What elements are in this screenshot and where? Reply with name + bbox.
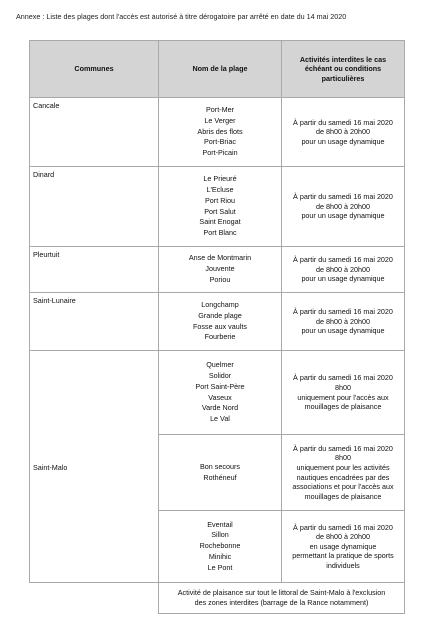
activite-line: de 8h00 à 20h00	[316, 316, 370, 326]
activites-cell	[282, 435, 405, 511]
activite-line: À partir du samedi 16 mai 2020	[293, 192, 393, 202]
commune-cell: Pleurtuit	[30, 247, 159, 293]
activite-line: 8h00	[335, 453, 351, 463]
activite-line: À partir du samedi 16 mai 2020	[293, 255, 393, 265]
activite-line: À partir du samedi 16 mai 2020	[293, 117, 393, 127]
plage-name: Fosse aux vaults	[193, 321, 247, 331]
activite-line: À partir du samedi 16 mai 2020	[293, 373, 393, 383]
activite-line: en usage dynamique	[309, 541, 377, 551]
plage-name: Port-Picain	[202, 148, 238, 158]
header-communes: Communes	[30, 41, 159, 98]
activite-line: pour un usage dynamique	[301, 274, 385, 284]
table-row	[30, 293, 405, 351]
activite-line: permettant la pratique de sports	[292, 551, 394, 561]
activite-line: uniquement pour l'accès aux	[297, 392, 389, 402]
footer-note-line: des zones interdites (barrage de la Rance notamment)	[194, 598, 369, 607]
activite-line: 8h00	[335, 382, 351, 392]
activite-line: de 8h00 à 20h00	[316, 127, 370, 137]
header-activites-line: particulières	[321, 73, 365, 83]
activite-line: de 8h00 à 20h00	[316, 264, 370, 274]
activite-line: À partir du samedi 16 mai 2020	[293, 307, 393, 317]
plages-cell	[159, 247, 282, 293]
plage-name: Rothéneuf	[203, 472, 237, 482]
plage-name: Port-Mer	[206, 105, 234, 115]
table-row	[30, 98, 405, 167]
activite-line: pour un usage dynamique	[301, 136, 385, 146]
plage-name: Port-Briac	[204, 137, 236, 147]
activite-line: de 8h00 à 20h00	[316, 532, 370, 542]
plage-name: Rochebonne	[199, 541, 241, 551]
plages-cell	[159, 351, 282, 435]
plage-name: Le Verger	[204, 115, 236, 125]
activite-line: pour un usage dynamique	[301, 211, 385, 221]
beaches-table	[29, 40, 405, 614]
activite-line: À partir du samedi 16 mai 2020	[293, 522, 393, 532]
plage-name: Varde Nord	[201, 403, 239, 413]
plage-name: Quelmer	[206, 360, 234, 370]
plage-name: Le Prieuré	[203, 174, 237, 184]
plage-name: Le Val	[210, 413, 230, 423]
activites-cell	[282, 247, 405, 293]
activite-line: mouillages de plaisance	[304, 491, 382, 501]
footer-note-cell	[159, 583, 405, 614]
plage-name: Minihic	[208, 551, 232, 561]
table-row	[30, 351, 405, 435]
activites-cell	[282, 351, 405, 435]
plage-name: Sillon	[211, 530, 229, 540]
activite-line: À partir du samedi 16 mai 2020	[293, 443, 393, 453]
table-row	[30, 167, 405, 247]
plage-name: Saint Enogat	[199, 217, 241, 227]
plage-name: Bon secours	[200, 461, 240, 471]
plage-name: Port Salut	[204, 206, 236, 216]
plage-name: Anse de Montmarin	[188, 253, 252, 263]
plage-name: Le Pont	[207, 562, 233, 572]
plage-name: Jouvente	[205, 264, 235, 274]
commune-cell: Dinard	[30, 167, 159, 247]
plages-cell	[159, 167, 282, 247]
commune-cell: Cancale	[30, 98, 159, 167]
table-row	[30, 247, 405, 293]
activites-cell	[282, 167, 405, 247]
plage-name: Abris des flots	[197, 126, 243, 136]
activites-cell	[282, 293, 405, 351]
plage-name: Grande plage	[198, 310, 242, 320]
plage-name: L'Ecluse	[206, 185, 234, 195]
activites-cell	[282, 511, 405, 583]
plage-name: Vaseux	[208, 392, 232, 402]
plages-cell	[159, 98, 282, 167]
activites-cell	[282, 98, 405, 167]
activite-line: de 8h00 à 20h00	[316, 201, 370, 211]
empty-cell	[30, 583, 159, 614]
plage-name: Port Blanc	[203, 227, 237, 237]
activite-line: nautiques encadrées par des	[296, 472, 390, 482]
plage-name: Solidor	[208, 371, 232, 381]
header-activites	[282, 41, 405, 98]
plages-cell	[159, 293, 282, 351]
plage-name: Longchamp	[201, 300, 239, 310]
plage-name: Eventail	[207, 519, 233, 529]
plage-name: Port Riou	[205, 195, 235, 205]
activite-line: mouillages de plaisance	[304, 402, 382, 412]
plage-name: Port Saint-Père	[195, 381, 245, 391]
plage-name: Poriou	[209, 274, 231, 284]
table-header-row	[30, 41, 405, 98]
commune-cell: Saint-Lunaire	[30, 293, 159, 351]
annex-title: Annexe : Liste des plages dont l'accès est autorisé à titre dérogatoire par arrêté en date du 14 mai 2020	[16, 12, 347, 21]
activite-line: pour un usage dynamique	[301, 326, 385, 336]
header-activites-line: échéant ou conditions	[304, 64, 382, 74]
table-footer-row	[30, 583, 405, 614]
footer-note-line: Activité de plaisance sur tout le littoral de Saint-Malo à l'exclusion	[177, 588, 386, 597]
plages-cell	[159, 511, 282, 583]
header-plage: Nom de la plage	[159, 41, 282, 98]
activite-line: associations et pour l'accès aux	[292, 482, 394, 492]
activite-line: individuels	[326, 560, 360, 570]
plages-cell	[159, 435, 282, 511]
activite-line: uniquement pour les activités	[296, 462, 390, 472]
header-activites-line: Activités interdites le cas	[299, 54, 387, 64]
commune-cell: Saint-Malo	[30, 351, 159, 583]
plage-name: Fourberie	[204, 332, 236, 342]
